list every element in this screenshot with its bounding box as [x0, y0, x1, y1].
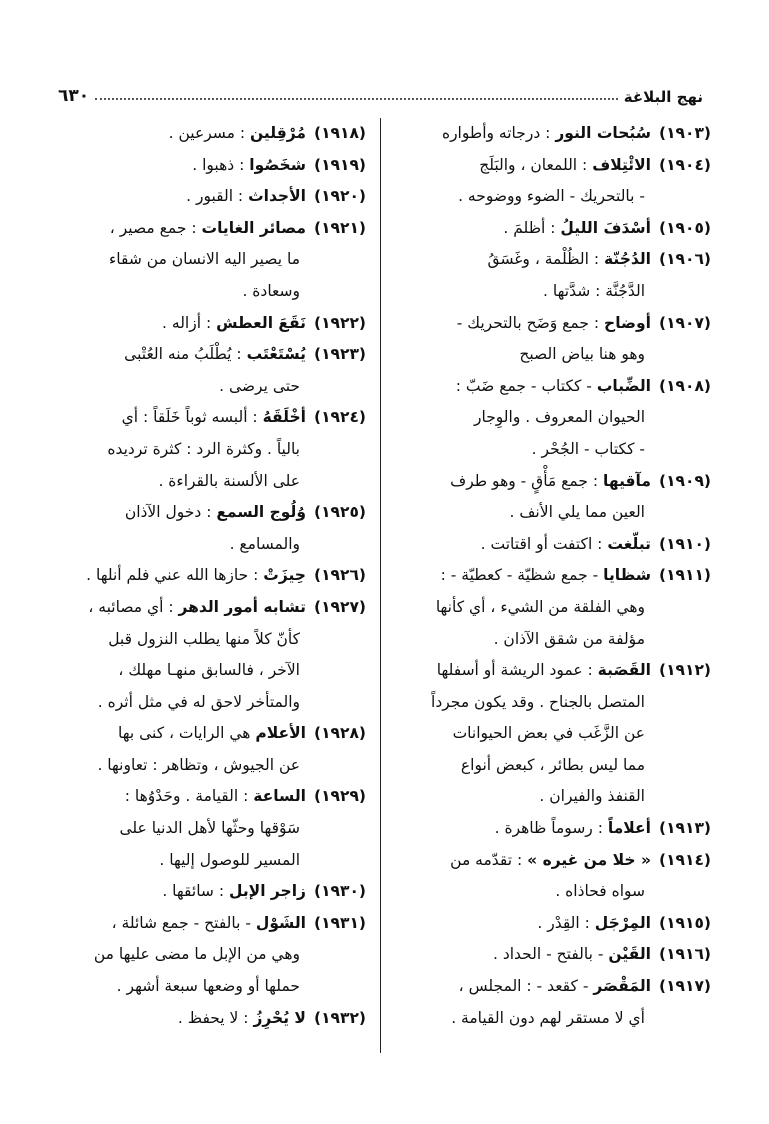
- entry-term: الشَوْل: [255, 913, 306, 932]
- glossary-entry: [409, 213, 711, 245]
- glossary-entry: [64, 402, 366, 497]
- entry-continuation-line: كأنّ كلاً منها يطلب النزول قبل: [108, 629, 300, 648]
- glossary-entry: [409, 308, 711, 371]
- glossary-entry: [409, 244, 711, 307]
- entry-number: (١٩١٤): [658, 850, 711, 869]
- glossary-entry: [64, 592, 366, 718]
- page-number: ٦٣٠: [58, 86, 90, 106]
- entry-definition: - ككتاب - جمع ضَبّ :: [455, 376, 597, 395]
- entry-term: يُسْتَعْتَب: [246, 345, 306, 364]
- entry-definition: : ألبسه ثوباً خَلَقاً : أي: [121, 408, 263, 427]
- entry-term: الأجداث: [248, 187, 306, 206]
- entry-term: « خلا من غيره »: [527, 850, 651, 869]
- entry-number: (١٩٠٤): [658, 155, 711, 174]
- glossary-entry: [64, 181, 366, 213]
- glossary-entry: [64, 308, 366, 340]
- entry-term: أوضاح: [604, 313, 651, 332]
- entry-continuation-line: سواه فحاذاه .: [555, 882, 645, 901]
- entry-definition: : جمع مَأْقٍ - وهو طرف: [450, 471, 604, 490]
- entry-definition: : أي مصائبه ،: [88, 597, 179, 616]
- entry-definition: : درجاته وأطواره: [441, 124, 556, 142]
- entry-continuation-line: ما يصير اليه الانسان من شقاء: [109, 250, 300, 269]
- entry-number: (١٩١١): [658, 566, 711, 585]
- entry-continuation-line: بالياً . وكثرة الرد : كثرة ترديده: [107, 439, 300, 458]
- glossary-entry: [64, 497, 366, 560]
- entry-definition: : القِدْر .: [537, 913, 595, 932]
- entry-continuation-line: أي لا مستقر لهم دون القيامة .: [451, 1008, 645, 1027]
- entry-definition: : أزاله .: [162, 313, 217, 332]
- entry-definition: : جمع وَضَح بالتحريك -: [456, 313, 605, 332]
- entry-definition: : القيامة . وحَدْوُها :: [124, 787, 254, 806]
- entry-number: (١٩٢٩): [313, 787, 366, 806]
- glossary-entry: [409, 845, 711, 908]
- entry-definition: : رسوماً ظاهرة .: [494, 819, 608, 838]
- entry-continuation-line: وسعادة .: [242, 281, 300, 300]
- entry-term: لا يُحْرِزُ: [253, 1008, 306, 1027]
- entry-number: (١٩٠٧): [658, 313, 711, 332]
- column-divider: [380, 118, 381, 1053]
- entry-continuation-line: الدَّجُنَّة : شدَّتها .: [543, 281, 645, 300]
- glossary-entry: [409, 655, 711, 813]
- entry-number: (١٩٠٣): [658, 124, 711, 142]
- glossary-entry: [64, 908, 366, 1003]
- entry-number: (١٩٠٩): [658, 471, 711, 490]
- entry-definition: - كقعد - : المجلس ،: [458, 977, 594, 996]
- entry-definition: - جمع شظيّة - كعطيّة - :: [440, 566, 604, 585]
- glossary-entry: [409, 529, 711, 561]
- glossary-entry: [64, 118, 366, 150]
- entry-term: القَصَبة: [597, 661, 651, 680]
- entry-definition: : جمع مصير ،: [109, 218, 202, 237]
- entry-continuation-line: - بالتحريك - الضوء ووضوحه .: [458, 187, 645, 206]
- entry-continuation-line: وهو هنا بياض الصبح: [519, 345, 645, 364]
- entry-number: (١٩٢٧): [313, 597, 366, 616]
- entry-number: (١٩٣١): [313, 913, 366, 932]
- entry-term: أخْلَقَهُ: [262, 408, 306, 427]
- entry-definition: : القبور .: [186, 187, 249, 206]
- entry-term: مُرْقِلين: [249, 124, 306, 142]
- entry-definition: : سائقها .: [162, 882, 229, 901]
- entry-term: أعلاماً: [607, 819, 651, 838]
- page-header: [58, 76, 703, 106]
- entry-continuation-line: المتصل بالجناح . وقد يكون مجرداً: [431, 692, 645, 711]
- glossary-entry: [64, 1003, 366, 1035]
- entry-number: (١٩١٨): [313, 124, 366, 142]
- glossary-entry: [409, 971, 711, 1034]
- entry-term: مآقيها: [603, 471, 651, 490]
- entry-number: (١٩٠٥): [658, 218, 711, 237]
- entry-term: تشابه أمور الدهر: [178, 597, 306, 616]
- entry-definition: : أظلمَ .: [503, 218, 561, 237]
- entry-term: زاجر الإبل: [229, 882, 306, 901]
- entry-term: الدُجُنّة: [603, 250, 651, 269]
- glossary-entry: [64, 876, 366, 908]
- glossary-entry: [64, 339, 366, 402]
- entry-number: (١٩١٩): [313, 155, 366, 174]
- entry-continuation-line: الحيوان المعروف . والوِجار: [474, 408, 645, 427]
- entry-continuation-line: مؤلفة من شقق الآذان .: [493, 629, 645, 648]
- entry-term: الضِّباب: [596, 376, 651, 395]
- entry-continuation-line: عن الزَّغَب في بعض الحيوانات: [452, 724, 645, 743]
- entry-number: (١٩٢٨): [313, 724, 366, 743]
- left-column: [64, 118, 366, 1104]
- entry-number: (١٩٠٦): [658, 250, 711, 269]
- entry-number: (١٩١٧): [658, 977, 711, 996]
- entry-number: (١٩٢٤): [313, 408, 366, 427]
- glossary-entry: [64, 560, 366, 592]
- entry-continuation-line: القنفذ والفيران .: [539, 787, 645, 806]
- glossary-entry: [64, 150, 366, 182]
- entry-definition: - بالفتح - الحداد .: [492, 945, 609, 964]
- entry-number: (١٩٠٨): [658, 376, 711, 395]
- glossary-entry: [409, 466, 711, 529]
- entry-continuation-line: سَوْقها وحثّها لأهل الدنيا على: [119, 819, 300, 838]
- entry-number: (١٩٢١): [313, 218, 366, 237]
- entry-number: (١٩١٠): [658, 534, 711, 553]
- entry-continuation-line: والمسامع .: [229, 534, 300, 553]
- entry-number: (١٩١٥): [658, 913, 711, 932]
- entry-definition: : لا يحفظ .: [177, 1008, 254, 1027]
- entry-definition: : الظُلْمة ، وغَسَقُ: [487, 250, 604, 269]
- entry-number: (١٩١٢): [658, 661, 711, 680]
- entry-term: الائْتِلاف: [592, 155, 651, 174]
- glossary-entry: [409, 939, 711, 971]
- entry-term: المِرْجَل: [594, 913, 651, 932]
- entry-continuation-line: عن الجيوش ، وتظاهر : تعاونها .: [97, 755, 300, 774]
- entry-continuation-line: - ككتاب - الجُحْر .: [531, 439, 645, 458]
- entry-term: تبلّغت: [607, 534, 651, 553]
- glossary-entry: [64, 781, 366, 876]
- entry-definition: : اكتفت أو اقتاتت .: [480, 534, 608, 553]
- entry-continuation-line: وهي الفلقة من الشيء ، أي كأنها: [435, 597, 645, 616]
- entry-definition: : عمود الريشة أو أسفلها: [436, 661, 598, 680]
- entry-term: وُلُوج السمع: [216, 503, 306, 522]
- glossary-entry: [409, 371, 711, 466]
- header-dotted-rule: [95, 98, 618, 100]
- entry-number: (١٩٣٠): [313, 882, 366, 901]
- entry-definition: هي الرايات ، كنى بها: [117, 724, 256, 743]
- right-column: [409, 118, 711, 1104]
- entry-definition: - بالفتح - جمع شائلة ،: [111, 913, 256, 932]
- entry-definition: : مسرعين .: [168, 124, 250, 142]
- entry-term: الساعة: [253, 787, 306, 806]
- entry-definition: : دخول الآذان: [124, 503, 217, 522]
- entry-number: (١٩١٣): [658, 819, 711, 838]
- glossary-entry: [409, 813, 711, 845]
- entry-definition: : ذهبوا .: [192, 155, 250, 174]
- entry-term: أسْدَفَ الليلُ: [560, 218, 651, 237]
- entry-number: (١٩٢٣): [313, 345, 366, 364]
- entry-continuation-line: الآخر ، فالسابق منهـا مهلك ،: [118, 661, 300, 680]
- entry-term: المَقْصَر: [593, 977, 651, 996]
- entry-continuation-line: مما ليس بطائر ، كبعض أنواع: [460, 755, 645, 774]
- entry-continuation-line: حتى يرضى .: [219, 376, 300, 395]
- entry-continuation-line: على الألسنة بالقراءة .: [158, 471, 300, 490]
- entry-continuation-line: العين مما يلي الأنف .: [509, 503, 645, 522]
- entry-term: شخَصُوا: [249, 155, 306, 174]
- entry-definition: : حازها الله عني فلم أنلها .: [86, 566, 264, 585]
- entry-number: (١٩٢٢): [313, 313, 366, 332]
- entry-continuation-line: حملها أو وضعها سبعة أشهر .: [116, 977, 300, 996]
- entry-number: (١٩١٦): [658, 945, 711, 964]
- book-title: نهج البلاغة: [623, 88, 703, 106]
- entry-term: القَيْن: [608, 945, 651, 964]
- glossary-entry: [64, 213, 366, 308]
- entry-term: شظايا: [603, 566, 651, 585]
- entry-definition: : اللمعان ، والبَلَج: [479, 155, 593, 174]
- glossary-entry: [409, 908, 711, 940]
- entry-number: (١٩٢٥): [313, 503, 366, 522]
- glossary-entry: [64, 718, 366, 781]
- entry-term: نَقَعَ العطش: [216, 313, 306, 332]
- glossary-entry: [409, 150, 711, 213]
- entry-definition: : يُطْلَبُ منه العُتْبى: [124, 345, 247, 364]
- entry-term: حِيزَتْ: [263, 566, 306, 585]
- entry-continuation-line: وهي من الإبل ما مضى عليها من: [93, 945, 300, 964]
- entry-number: (١٩٢٠): [313, 187, 366, 206]
- glossary-columns: [64, 118, 711, 1104]
- entry-number: (١٩٢٦): [313, 566, 366, 585]
- glossary-entry: [409, 118, 711, 150]
- entry-definition: : تقدّمه من: [450, 850, 528, 869]
- entry-continuation-line: والمتأخر لاحق له في مثل أثره .: [97, 692, 300, 711]
- entry-term: الأعلام: [255, 724, 306, 743]
- glossary-entry: [409, 560, 711, 655]
- entry-term: مصائر الغايات: [201, 218, 306, 237]
- entry-continuation-line: المسير للوصول إليها .: [159, 850, 300, 869]
- entry-term: سُبُحات النور: [555, 124, 651, 142]
- entry-number: (١٩٣٢): [313, 1008, 366, 1027]
